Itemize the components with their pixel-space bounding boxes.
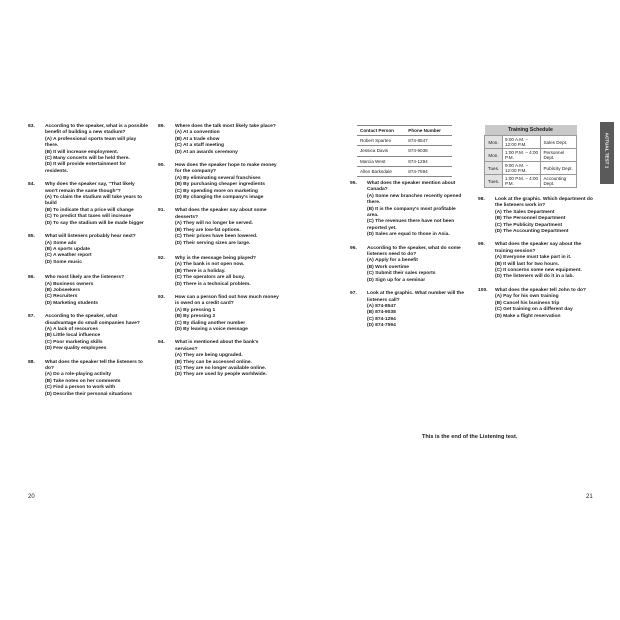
answer-option: (A) They are being upgraded.: [175, 353, 243, 359]
right-page-column-1: [350, 181, 467, 337]
end-of-listening-notice: This is the end of the Listening test.: [422, 434, 518, 440]
answer-option: (B) 874-9038: [367, 310, 396, 316]
answer-option: (D) Sales are equal to those in Asia.: [367, 232, 450, 238]
question-number: 92.: [158, 255, 165, 261]
schedule-dept: Publicity Dept.: [541, 162, 577, 175]
right-page-column-2: [478, 197, 598, 327]
question-text: What does the speaker mention about Canada?: [367, 181, 456, 193]
answer-option: (C) Poor marketing skills: [45, 339, 103, 345]
answer-option: (D) The Accounting Department: [495, 229, 569, 235]
question-text: According to the speaker, what do some listeners need to do?: [367, 245, 461, 258]
answer-option: (C) Get training on a different day: [495, 307, 573, 313]
question-number: 83.: [28, 124, 35, 129]
question-text: What will listeners probably hear next?: [45, 234, 136, 240]
answer-option: (C) Their prices have been lowered.: [175, 234, 258, 240]
side-tab-label: ACTUAL TEST 1: [604, 132, 610, 169]
answer-option: (D) Marketing students: [45, 300, 98, 306]
question-text: What does the speaker tell the listeners to do?: [45, 359, 143, 371]
contact-name: Robert Sparten: [357, 136, 405, 146]
question-number: 100.: [478, 287, 488, 293]
contact-row: [357, 166, 452, 176]
contact-name: Allen Barksdale: [357, 166, 405, 176]
contact-name: Marcia West: [357, 156, 405, 166]
answer-option: (D) By leaving a voice message: [175, 326, 248, 332]
answer-option: (D) At an awards ceremony: [175, 149, 238, 155]
question-85: [28, 234, 148, 266]
question-line: [28, 234, 148, 240]
question-84: [28, 182, 148, 227]
question-92: [158, 256, 280, 288]
page-number-left: 20: [28, 494, 35, 500]
schedule-dept: Personnel Dept.: [541, 149, 577, 162]
contact-row: [357, 146, 452, 156]
answer-option: (D) Some music: [45, 259, 82, 265]
question-95: [350, 181, 467, 239]
answer-option: (C) Many concerts will be held there.: [45, 156, 130, 162]
question-number: 85.: [28, 234, 35, 240]
answer-option: (A) They will no longer be served.: [175, 221, 253, 227]
answer-option: (D) It will provide entertainment for residents.: [45, 162, 126, 174]
answer-option: (A) To claim the stadium will take years to build: [45, 195, 142, 207]
answer-option: (A) Some ads: [45, 240, 77, 246]
schedule-title: Training Schedule: [485, 125, 577, 136]
answer-option: (A) Some new branches recently opened there.: [367, 193, 462, 206]
answer-option: (D) To say the stadium will be made bigger: [45, 220, 144, 226]
question-93: [158, 295, 280, 333]
answer-option: (C) Find a person to work with: [45, 385, 116, 391]
question-text: Where does the talk most likely take place?: [175, 124, 276, 129]
question-text: Look at the graphic. Which department do the listeners work in?: [495, 197, 593, 209]
answer-option: (C) The Publicity Department: [495, 222, 563, 228]
schedule-row: [485, 136, 577, 149]
answer-option: (C) Recruiters: [45, 294, 78, 300]
left-page-column-1: [28, 124, 148, 405]
question-number: 89.: [158, 124, 165, 129]
answer-option: (B) The Personnel Department: [495, 216, 566, 222]
question-line: [350, 181, 467, 194]
question-line: [478, 197, 598, 210]
answer-option: (B) Take notes on her comments: [45, 378, 121, 384]
answer-option: (C) To predict that taxes will increase: [45, 214, 132, 220]
answer-option: (D) Make a flight reservation: [495, 313, 561, 319]
question-number: 96.: [350, 245, 357, 251]
answer-option: (C) 874-1294: [367, 316, 396, 322]
answer-option: (B) It will increase employment.: [45, 149, 119, 155]
contact-row: [357, 136, 452, 146]
question-number: 99.: [478, 242, 485, 248]
question-98: [478, 197, 598, 235]
question-line: [478, 242, 598, 255]
answer-option: (A) The bank is not open now.: [175, 262, 245, 268]
question-88: [28, 360, 148, 398]
question-line: [28, 314, 148, 327]
question-number: 94.: [158, 340, 165, 346]
schedule-time: 1:00 P.M. – 4:00 P.M.: [503, 149, 541, 162]
schedule-time: 9:00 A.M. – 12:00 P.M.: [503, 136, 541, 149]
schedule-dept: Accounting Dept.: [541, 175, 577, 188]
answer-option: (B) It is the company's most profitable area.: [367, 206, 456, 219]
answer-option: (C) By spending more on marketing: [175, 188, 258, 194]
schedule-time: 1:00 P.M. – 4:00 P.M.: [503, 175, 541, 188]
schedule-day: Mon.: [485, 136, 503, 149]
contact-name: Jessica Davis: [357, 146, 405, 156]
answer-option: (A) 874-8547: [367, 303, 396, 309]
answer-option: (C) At a staff meeting: [175, 143, 224, 149]
answer-option: (A) The Sales Department: [495, 209, 555, 215]
answer-option: (D) Sign up for a seminar: [367, 277, 426, 283]
question-86: [28, 275, 148, 307]
question-number: 95.: [350, 181, 357, 186]
question-number: 88.: [28, 359, 35, 365]
schedule-dept: Sales Dept.: [541, 136, 577, 149]
schedule-day: Mon.: [485, 149, 503, 162]
question-94: [158, 340, 280, 378]
question-text: Who most likely are the listeners?: [45, 275, 125, 281]
answer-option: (A) Business owners: [45, 281, 94, 287]
question-91: [158, 208, 280, 246]
answer-option: (B) Cancel his business trip: [495, 300, 560, 306]
answer-option: (A) Apply for a benefit: [367, 258, 418, 264]
answer-option: (A) A professional sports team will play there.: [45, 136, 137, 149]
answer-option: (A) Pay for his own training: [495, 294, 559, 300]
question-83: [28, 124, 148, 175]
answer-option: (A) By eliminating several franchises: [175, 175, 261, 181]
answer-option: (C) A weather report: [45, 253, 92, 259]
question-text: What does the speaker say about some desserts?: [175, 208, 267, 220]
answer-option: (D) Few quality employees: [45, 346, 107, 352]
answer-option: (B) Jobseekers: [45, 287, 81, 293]
answer-option: (B) A sports update: [45, 246, 91, 252]
question-89: [158, 124, 280, 156]
question-number: 84.: [28, 182, 35, 188]
answer-option: (A) A lack of resources: [45, 326, 98, 332]
answer-option: (B) Little local influence: [45, 333, 101, 339]
question-90: [158, 163, 280, 201]
contact-phone: 874-8547: [405, 136, 452, 146]
question-text: How can a person find out how much money is owed on a credit card?: [175, 294, 279, 307]
answer-option: (A) Everyone must take part in it.: [495, 255, 572, 261]
left-page-column-2: [158, 124, 280, 386]
question-line: [158, 208, 280, 221]
schedule-row: [485, 149, 577, 162]
answer-option: (D) By changing the company's image: [175, 195, 264, 201]
question-96: [350, 246, 467, 284]
question-text: According to the speaker, what disadvantage do small companies have?: [45, 314, 140, 326]
contact-header-phone: Phone Number: [405, 126, 452, 136]
question-text: What is mentioned about the bank's services?: [175, 340, 259, 352]
schedule-time: 9:00 A.M. – 12:00 P.M.: [503, 162, 541, 175]
schedule-row: [485, 162, 577, 175]
question-100: [478, 288, 598, 320]
question-text: What does the speaker tell John to do?: [495, 287, 587, 293]
answer-option: (B) They can be accessed online.: [175, 359, 252, 365]
question-line: [158, 163, 280, 176]
answer-option: (B) Work overtime: [367, 264, 410, 270]
answer-option: (D) They are used by people worldwide.: [175, 372, 267, 378]
question-97: [350, 291, 467, 329]
schedule-row: [485, 175, 577, 188]
answer-option: (C) They are no longer available online.: [175, 366, 267, 371]
answer-option: (B) It will last for two hours.: [495, 261, 560, 267]
answer-option: (C) The operators are all busy.: [175, 275, 246, 281]
contact-phone: 874-1294: [405, 156, 452, 166]
contact-table: [357, 125, 452, 177]
question-number: 87.: [28, 314, 35, 320]
question-text: Why is the message being played?: [175, 255, 256, 261]
contact-row: [357, 156, 452, 166]
question-line: [158, 295, 280, 308]
question-text: According to the speaker, what is a possible benefit of building a new stadium?: [45, 124, 149, 136]
answer-option: (B) They are low-fat options.: [175, 227, 241, 233]
answer-option: (D) Describe their personal situations: [45, 391, 132, 397]
question-line: [158, 340, 280, 353]
training-schedule-table: [484, 125, 577, 188]
section-side-tab: [600, 122, 614, 184]
contact-header-person: Contact Person: [357, 126, 405, 136]
question-line: [350, 291, 467, 304]
schedule-day: Tues.: [485, 175, 503, 188]
question-number: 98.: [478, 197, 485, 202]
question-line: [28, 360, 148, 373]
answer-option: (D) 874-7594: [367, 323, 396, 329]
question-number: 86.: [28, 275, 35, 281]
answer-option: (C) By dialing another number: [175, 320, 246, 326]
question-text: How does the speaker hope to make money for the company?: [175, 163, 277, 175]
answer-option: (B) There is a holiday.: [175, 268, 226, 274]
question-99: [478, 242, 598, 280]
question-line: [28, 275, 148, 281]
question-line: [28, 124, 148, 137]
question-line: [350, 246, 467, 259]
answer-option: (C) It concerns some new equipment.: [495, 268, 582, 274]
answer-option: (B) At a trade show: [175, 136, 220, 142]
question-text: Look at the graphic. What number will the listeners call?: [367, 291, 465, 303]
answer-option: (C) Submit their sales reports: [367, 271, 436, 277]
schedule-day: Tues.: [485, 162, 503, 175]
question-line: [28, 182, 148, 195]
question-number: 91.: [158, 208, 165, 214]
answer-option: (D) Their serving sizes are large.: [175, 240, 251, 246]
answer-option: (B) To indicate that a price will change: [45, 207, 134, 213]
answer-option: (A) By pressing 1: [175, 307, 216, 313]
answer-option: (A) At a convention: [175, 130, 220, 136]
page-number-right: 21: [586, 494, 593, 500]
question-text: Why does the speaker say, "That likely won't remain the same though"?: [45, 182, 135, 194]
contact-phone: 874-7594: [405, 166, 452, 176]
question-number: 93.: [158, 294, 165, 300]
question-87: [28, 314, 148, 352]
question-number: 90.: [158, 163, 165, 169]
question-number: 97.: [350, 291, 357, 297]
answer-option: (B) By purchasing cheaper ingredients: [175, 182, 265, 188]
answer-option: (D) The listeners will do it in a lab.: [495, 274, 574, 280]
contact-phone: 874-9038: [405, 146, 452, 156]
answer-option: (C) The revenues there have not been reported yet.: [367, 219, 455, 231]
answer-option: (D) There is a technical problem.: [175, 281, 251, 287]
question-text: What does the speaker say about the training session?: [495, 242, 582, 254]
answer-option: (B) By pressing 2: [175, 314, 216, 320]
answer-option: (A) Do a role-playing activity: [45, 372, 112, 378]
